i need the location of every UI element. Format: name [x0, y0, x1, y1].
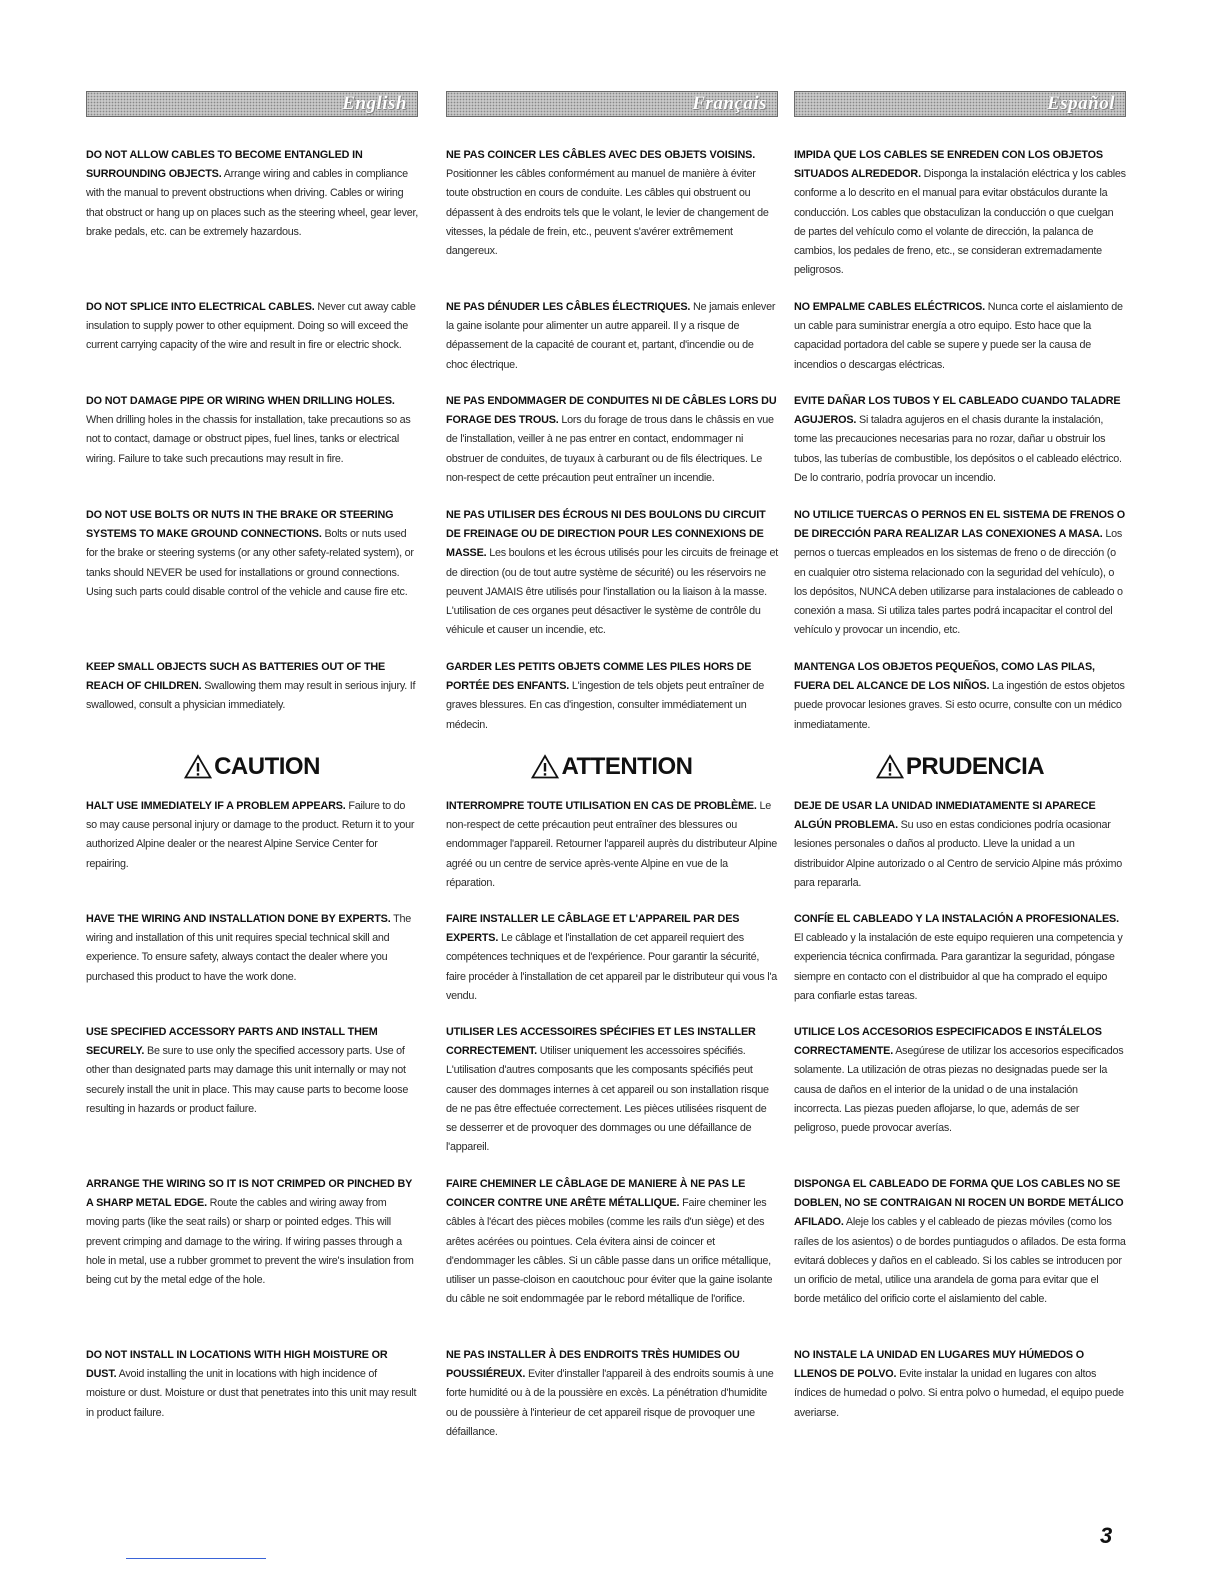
caution-wiring-crimped: [446, 1175, 778, 1309]
warning-heading: IMPIDA QUE LOS CABLES SE ENREDEN CON LOS OBJETOS SITUADOS ALREDEDOR.: [794, 149, 1103, 181]
caution-heading: [446, 753, 778, 793]
warning-heading: EVITE DAÑAR LOS TUBOS Y EL CABLEADO CUANDO TALADRE AGUJEROS.: [794, 395, 1121, 427]
warning-ground-connections: [446, 506, 778, 640]
warning-small-objects: [794, 658, 1126, 735]
footer-rule: [126, 1558, 266, 1559]
caution-item-body: Su uso en estas condiciones podría ocasionar lesiones personales o daños al producto. Lleve la unidad a un distribuidor Alpine autorizado o al Centro de servicio Alpine más próximo para repararla.: [794, 819, 1123, 889]
warning-splice-cables: [446, 298, 778, 375]
caution-experts: [446, 910, 778, 1006]
caution-item-heading: CONFÍE EL CABLEADO Y LA INSTALACIÓN A PROFESIONALES.: [794, 913, 1119, 925]
caution-item-body: Faire cheminer les câbles à l'écart des pièces mobiles (comme les rails d'un siège) et des arêtes acérées ou pointues. Cela évitera ainsi de coincer et d'endommager les câbles. Si un câble passe dans un orifice métallique, utiliser un passe-cloison en caoutchouc pour éviter que la gaine isolante du câble ne soit endommagée par le rebord métallique de l'orifice.: [446, 1197, 773, 1306]
caution-item-heading: HAVE THE WIRING AND INSTALLATION DONE BY EXPERTS.: [86, 913, 391, 925]
warning-body: Si taladra agujeros en el chasis durante la instalación, tome las precauciones necesarias para no rozar, dañar u obstruir los tubos, las tuberías de combustible, los depósitos o el cableado eléctrico. De lo contrario, podría provocar un incendio.: [794, 414, 1122, 484]
language-label: Español: [1047, 93, 1115, 114]
warning-splice-cables: [86, 298, 418, 356]
warning-heading: NO EMPALME CABLES ELÉCTRICOS.: [794, 301, 986, 313]
caution-experts: [86, 910, 418, 987]
caution-item-body: Eviter d'installer l'appareil à des endroits soumis à une forte humidité ou à de la poussière en excès. La pénétration d'humidite ou de poussière à l'interieur de cet appareil risque de provoquer une défaillance.: [446, 1368, 774, 1438]
warning-heading: DO NOT ALLOW CABLES TO BECOME ENTANGLED IN SURROUNDING OBJECTS.: [86, 149, 363, 181]
caution-item-body: Route the cables and wiring away from moving parts (like the seat rails) or sharp or pointed edges. This will prevent crimping and damage to the wiring. If wiring passes through a hole in metal, use a rubber grommet to prevent the wire's insulation from being cut by the metal edge of the hole.: [86, 1197, 414, 1287]
caution-halt-use: [794, 797, 1126, 893]
caution-item-body: El cableado y la instalación de este equipo requieren una competencia y experiencia técnica confirmada. Para garantizar la seguridad, póngase siempre en contacto con el distribuidor al que ha comprado el equipo para confiarle estas tareas.: [794, 932, 1123, 1002]
caution-item-heading: USE SPECIFIED ACCESSORY PARTS AND INSTALL THEM SECURELY.: [86, 1026, 378, 1058]
caution-item-heading: FAIRE CHEMINER LE CÂBLAGE DE MANIERE À NE PAS LE COINCER CONTRE UNE ARÊTE MÉTALLIQUE.: [446, 1178, 746, 1210]
warning-body: Les boulons et les écrous utilisés pour les circuits de freinage et de direction (ou de tout autre système de sécurité) ou les réservoirs ne peuvent JAMAIS être utilisés pour l'installation ou la liaison à la masse. L'utilisation de ces organes peut désactiver le système de contrôle du véhicule et causer un incendie, etc.: [446, 547, 778, 637]
warning-splice-cables: [794, 298, 1126, 375]
warning-body: Swallowing them may result in serious injury. If swallowed, consult a physician immediately.: [86, 680, 416, 712]
caution-item-heading: UTILISER LES ACCESSOIRES SPÉCIFIES ET LES INSTALLER CORRECTEMENT.: [446, 1026, 756, 1058]
warning-small-objects: [86, 658, 418, 716]
caution-heading: [86, 753, 418, 793]
caution-wiring-crimped: [794, 1175, 1126, 1309]
warning-heading: NE PAS ENDOMMAGER DE CONDUITES NI DE CÂBLES LORS DU FORAGE DES TROUS.: [446, 395, 777, 427]
warning-heading: DO NOT SPLICE INTO ELECTRICAL CABLES.: [86, 301, 315, 313]
warning-heading: NE PAS UTILISER DES ÉCROUS NI DES BOULONS DU CIRCUIT DE FREINAGE OU DE DIRECTION POUR LES CONNEXIONS DE MASSE.: [446, 509, 766, 560]
warning-drilling-holes: [794, 392, 1126, 488]
caution-accessory-parts: [794, 1023, 1126, 1138]
caution-item-body: Asegúrese de utilizar los accesorios especificados solamente. La utilización de otras piezas no designadas puede ser la causa de daños en el interior de la unidad o de una instalación incorrecta. Las piezas pueden aflojarse, lo que, además de ser peligroso, puede provocar averías.: [794, 1045, 1124, 1135]
warning-body: Lors du forage de trous dans le châssis en vue de l'installation, veiller à ne pas entrer en contact, endommager ni obstruer de conduites, de tuyaux à carburant ou de fils électriques. Le non-respect de cette précaution peut entraîner un incendie.: [446, 414, 774, 484]
caution-item-body: Aleje los cables y el cableado de piezas móviles (como los raíles de los asientos) o de bordes puntiagudos o afilados. De esta forma evitará dobleces y daños en el cableado. Si los cables se introducen por un orificio de metal, utilice una arandela de goma para evitar que el borde metálico del orificio corte el aislamiento del cable.: [794, 1216, 1126, 1306]
warning-triangle-icon: [531, 754, 559, 779]
caution-item-heading: DO NOT INSTALL IN LOCATIONS WITH HIGH MOISTURE OR DUST.: [86, 1349, 388, 1381]
caution-moisture-dust: [794, 1346, 1126, 1423]
caution-experts: [794, 910, 1126, 1006]
warning-ground-connections: [794, 506, 1126, 640]
warning-body: Los pernos o tuercas empleados en los sistemas de freno o de dirección (o en cualquier otro sistema relacionado con la seguridad del vehículo), o los depósitos, NUNCA deben utilizarse para instalaciones de cableado o conexión a masa. Si utiliza tales partes podrá incapacitar el control del vehículo y provocar un incendio, etc.: [794, 528, 1123, 637]
language-header-spanish: [794, 91, 1126, 117]
caution-title: CAUTION: [214, 753, 320, 780]
warning-heading: DO NOT USE BOLTS OR NUTS IN THE BRAKE OR STEERING SYSTEMS TO MAKE GROUND CONNECTIONS.: [86, 509, 394, 541]
warning-body: L'ingestion de tels objets peut entraîner de graves blessures. En cas d'ingestion, consulter immédiatement un médecin.: [446, 680, 765, 731]
warning-cables-entangled: [86, 146, 418, 242]
caution-halt-use: [446, 797, 778, 893]
warning-heading: NO UTILICE TUERCAS O PERNOS EN EL SISTEMA DE FRENOS O DE DIRECCIÓN PARA REALIZAR LAS CONEXIONES A MASA.: [794, 509, 1125, 541]
language-header-french: [446, 91, 778, 117]
caution-item-heading: UTILICE LOS ACCESORIOS ESPECIFICADOS E INSTÁLELOS CORRECTAMENTE.: [794, 1026, 1102, 1058]
warning-ground-connections: [86, 506, 418, 602]
warning-heading: NE PAS COINCER LES CÂBLES AVEC DES OBJETS VOISINS.: [446, 149, 756, 161]
caution-title: PRUDENCIA: [905, 753, 1045, 780]
warning-heading: MANTENGA LOS OBJETOS PEQUEÑOS, COMO LAS PILAS, FUERA DEL ALCANCE DE LOS NIÑOS.: [794, 661, 1095, 693]
caution-item-heading: FAIRE INSTALLER LE CÂBLAGE ET L'APPAREIL PAR DES EXPERTS.: [446, 913, 740, 945]
warning-body: When drilling holes in the chassis for installation, take precautions so as not to contact, damage or obstruct pipes, fuel lines, tanks or electrical wiring. Failure to take such precautions may result in fire.: [86, 414, 411, 465]
caution-item-body: The wiring and installation of this unit requires special technical skill and experience. To ensure safety, always contact the dealer where you purchased this product to have the work done.: [86, 913, 411, 983]
warning-small-objects: [446, 658, 778, 735]
caution-item-body: Le câblage et l'installation de cet appareil requiert des compétences techniques et de l'expérience. Pour garantir la sécurité, faire procéder à l'installation de cet appareil par le distributeur qui vous l'a vendu.: [446, 932, 778, 1002]
warning-drilling-holes: [446, 392, 778, 488]
caution-item-heading: DISPONGA EL CABLEADO DE FORMA QUE LOS CABLES NO SE DOBLEN, NO SE CONTRAIGAN NI ROCEN UN BORDE METÁLICO AFILADO.: [794, 1178, 1124, 1229]
caution-item-heading: INTERROMPRE TOUTE UTILISATION EN CAS DE PROBLÈME.: [446, 800, 757, 812]
warning-triangle-icon: [184, 754, 212, 779]
warning-heading: KEEP SMALL OBJECTS SUCH AS BATTERIES OUT OF THE REACH OF CHILDREN.: [86, 661, 386, 693]
warning-body: Never cut away cable insulation to supply power to other equipment. Doing so will exceed the current carrying capacity of the wire and result in fire or electric shock.: [86, 301, 416, 352]
caution-item-heading: NO INSTALE LA UNIDAD EN LUGARES MUY HÚMEDOS O LLENOS DE POLVO.: [794, 1349, 1084, 1381]
caution-item-heading: NE PAS INSTALLER À DES ENDROITS TRÈS HUMIDES OU POUSSIÉREUX.: [446, 1349, 740, 1381]
language-label: English: [342, 93, 407, 114]
warning-drilling-holes: [86, 392, 418, 469]
caution-item-body: Be sure to use only the specified accessory parts. Use of other than designated parts may damage this unit internally or may not securely install the unit in place. This may cause parts to become loose resulting in hazards or product failure.: [86, 1045, 409, 1115]
caution-title: ATTENTION: [561, 753, 693, 780]
warning-body: La ingestión de estos objetos puede provocar lesiones graves. Si esto ocurre, consulte con un médico inmediatamente.: [794, 680, 1125, 731]
caution-wiring-crimped: [86, 1175, 418, 1290]
caution-item-body: Evite instalar la unidad en lugares con altos índices de humedad o polvo. Si entra polvo o humedad, el equipo puede averiarse.: [794, 1368, 1124, 1419]
caution-item-body: Avoid installing the unit in locations with high incidence of moisture or dust. Moisture or dust that penetrates into this unit may result in product failure.: [86, 1368, 417, 1419]
warning-body: Disponga la instalación eléctrica y los cables conforme a lo descrito en el manual para evitar obstáculos durante la conducción. Los cables que obstaculizan la conducción o que cuelgan de partes del vehículo como el volante de dirección, la palanca de cambios, los pedales de freno, etc., se consideran extremadamente peligrosos.: [794, 168, 1126, 277]
language-label: Français: [692, 93, 767, 114]
warning-triangle-icon: [876, 754, 904, 779]
caution-accessory-parts: [446, 1023, 778, 1157]
page-number: 3: [1100, 1523, 1113, 1548]
warning-heading: NE PAS DÉNUDER LES CÂBLES ÉLECTRIQUES.: [446, 301, 691, 313]
caution-moisture-dust: [86, 1346, 418, 1423]
caution-moisture-dust: [446, 1346, 778, 1442]
warning-body: Ne jamais enlever la gaine isolante pour alimenter un autre appareil. Il y a risque de dépassement de la capacité de courant et, partant, d'incendie ou de choc électrique.: [446, 301, 776, 371]
warning-heading: DO NOT DAMAGE PIPE OR WIRING WHEN DRILLING HOLES.: [86, 395, 395, 407]
warning-body: Arrange wiring and cables in compliance with the manual to prevent obstructions when driving. Cables or wiring that obstruct or hang up on places such as the steering wheel, gear lever, brake pedals, etc. can be extremely hazardous.: [86, 168, 419, 238]
warning-body: Nunca corte el aislamiento de un cable para suministrar energía a otro equipo. Esto hace que la capacidad portadora del cable se supere y puede ser la causa de incendios o descargas eléctricas.: [794, 301, 1123, 371]
warning-cables-entangled: [446, 146, 778, 261]
caution-halt-use: [86, 797, 418, 874]
caution-item-heading: DEJE DE USAR LA UNIDAD INMEDIATAMENTE SI APARECE ALGÚN PROBLEMA.: [794, 800, 1096, 832]
caution-item-heading: ARRANGE THE WIRING SO IT IS NOT CRIMPED OR PINCHED BY A SHARP METAL EDGE.: [86, 1178, 412, 1210]
caution-item-body: Utiliser uniquement les accessoires spécifiés. L'utilisation d'autres composants que les composants spécifiés peut causer des dommages internes à cet appareil ou son installation risque de ne pas être effectuée correctement. Les pièces utilisées risquent de se desserrer et de provoquer des dommages ou une défaillance de l'appareil.: [446, 1045, 769, 1154]
warning-cables-entangled: [794, 146, 1126, 280]
caution-item-body: Le non-respect de cette précaution peut entraîner des blessures ou endommager l'appareil. Retourner l'appareil auprès du distributeur Alpine agréé ou un centre de service après-vente Alpine en vue de la réparation.: [446, 800, 777, 889]
warning-body: Positionner les câbles conformément au manuel de manière à éviter toute obstruction en cours de conduite. Les câbles qui obstruent ou dépassent à des endroits tels que le volant, le levier de changement de vitesses, la pédale de frein, etc., peuvent s'avérer extrêmement dangereux.: [446, 168, 769, 258]
warning-body: Bolts or nuts used for the brake or steering systems (or any other safety-related system), or tanks should NEVER be used for installations or ground connections. Using such parts could disable control of the vehicle and cause fire etc.: [86, 528, 414, 598]
language-header-english: [86, 91, 418, 117]
caution-accessory-parts: [86, 1023, 418, 1119]
warning-heading: GARDER LES PETITS OBJETS COMME LES PILES HORS DE PORTÉE DES ENFANTS.: [446, 661, 752, 693]
caution-heading: [794, 753, 1126, 793]
caution-item-body: Failure to do so may cause personal injury or damage to the product. Return it to your authorized Alpine dealer or the nearest Alpine Service Center for repairing.: [86, 800, 415, 870]
caution-item-heading: HALT USE IMMEDIATELY IF A PROBLEM APPEARS.: [86, 800, 346, 812]
